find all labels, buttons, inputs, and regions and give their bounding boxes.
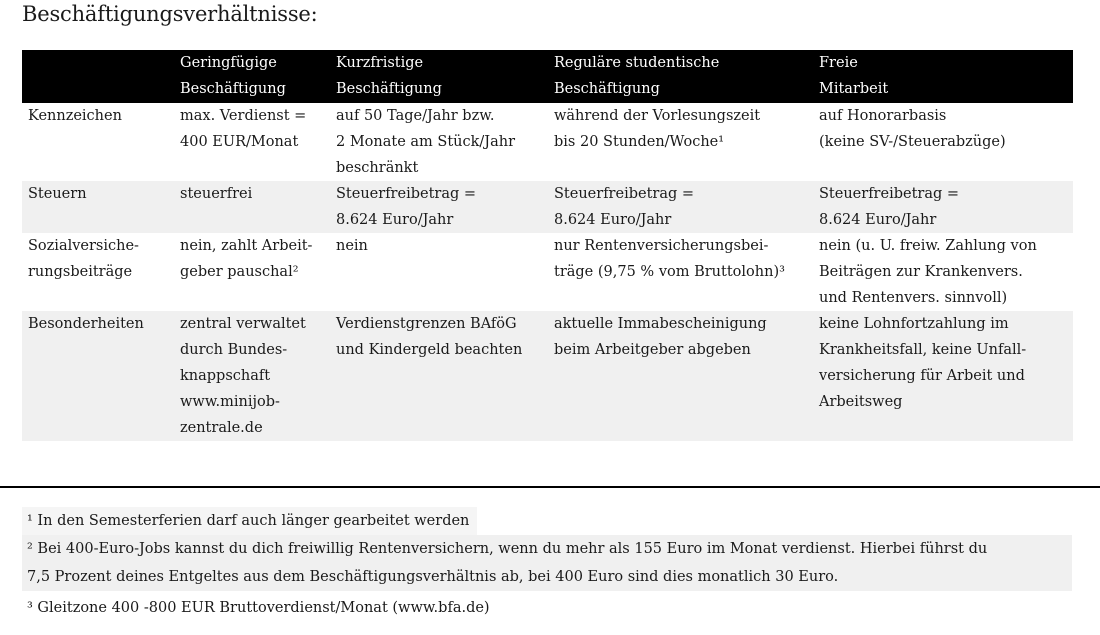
footnotes bbox=[22, 507, 1072, 622]
row-label: Besonderheiten bbox=[22, 311, 174, 441]
header-cell-empty bbox=[22, 50, 174, 103]
row-label: Sozialversiche- rungsbeiträge bbox=[28, 238, 139, 280]
header-regulaere: Reguläre studentische Beschäftigung bbox=[548, 50, 813, 103]
table-cell: nein, zahlt Arbeit- geber pauschal² bbox=[180, 238, 313, 280]
header-kurzfristige: Kurzfristige Beschäftigung bbox=[330, 50, 548, 103]
row-label: Steuern bbox=[22, 181, 174, 233]
table-cell: nein bbox=[336, 238, 368, 254]
table-cell: steuerfrei bbox=[174, 181, 330, 233]
header-geringfuegige: Geringfügige Beschäftigung bbox=[174, 50, 330, 103]
footnote-1: ¹ In den Semesterferien darf auch länger gearbeitet werden bbox=[22, 507, 477, 535]
separator-line bbox=[0, 486, 1100, 488]
footnote-2: ² Bei 400-Euro-Jobs kannst du dich freiwillig Rentenversichern, wenn du mehr als 155 Euro im Monat verdienst. Hierbei führst du 7,5 Prozent deines Entgeltes aus dem Beschäftigungsverhältnis ab, bei 400 Euro sind dies monatlich 30 Euro. bbox=[22, 535, 1072, 591]
table-cell: Verdienstgrenzen BAföG und Kindergeld beachten bbox=[330, 311, 548, 441]
row-label: Kennzeichen bbox=[28, 108, 122, 124]
table-cell: nur Rentenversicherungsbei- träge (9,75 % vom Bruttolohn)³ bbox=[554, 238, 785, 280]
table-row-steuern bbox=[22, 181, 1073, 233]
employment-table bbox=[22, 50, 1073, 441]
table-cell: Steuerfreibetrag = 8.624 Euro/Jahr bbox=[813, 181, 1073, 233]
footnote-3: ³ Gleitzone 400 -800 EUR Bruttoverdienst/Monat (www.bfa.de) bbox=[27, 600, 490, 616]
table-cell: aktuelle Immabescheinigung beim Arbeitgeber abgeben bbox=[548, 311, 813, 441]
table-cell: während der Vorlesungszeit bis 20 Stunden/Woche¹ bbox=[554, 108, 761, 150]
header-freie-mitarbeit: Freie Mitarbeit bbox=[813, 50, 1073, 103]
table-cell: auf 50 Tage/Jahr bzw. 2 Monate am Stück/Jahr beschränkt bbox=[336, 108, 516, 176]
table-row-besonderheiten bbox=[22, 311, 1073, 441]
table-cell: Steuerfreibetrag = 8.624 Euro/Jahr bbox=[548, 181, 813, 233]
table-cell: Steuerfreibetrag = 8.624 Euro/Jahr bbox=[330, 181, 548, 233]
table-cell: zentral verwaltet durch Bundes- knappschaft www.minijob- zentrale.de bbox=[174, 311, 330, 441]
table-row-kennzeichen bbox=[22, 103, 1073, 181]
document-title: Beschäftigungsverhältnisse: bbox=[22, 2, 318, 26]
table-row-sozialversicherung bbox=[22, 233, 1073, 311]
header-row bbox=[22, 50, 1073, 103]
table-cell: nein (u. U. freiw. Zahlung von Beiträgen zur Krankenvers. und Rentenvers. sinnvoll) bbox=[819, 238, 1037, 306]
table-cell: keine Lohnfortzahlung im Krankheitsfall, keine Unfall- versicherung für Arbeit und Arbeitsweg bbox=[813, 311, 1073, 441]
table-cell: max. Verdienst = 400 EUR/Monat bbox=[180, 108, 307, 150]
table-cell: auf Honorarbasis (keine SV-/Steuerabzüge) bbox=[819, 108, 1006, 150]
